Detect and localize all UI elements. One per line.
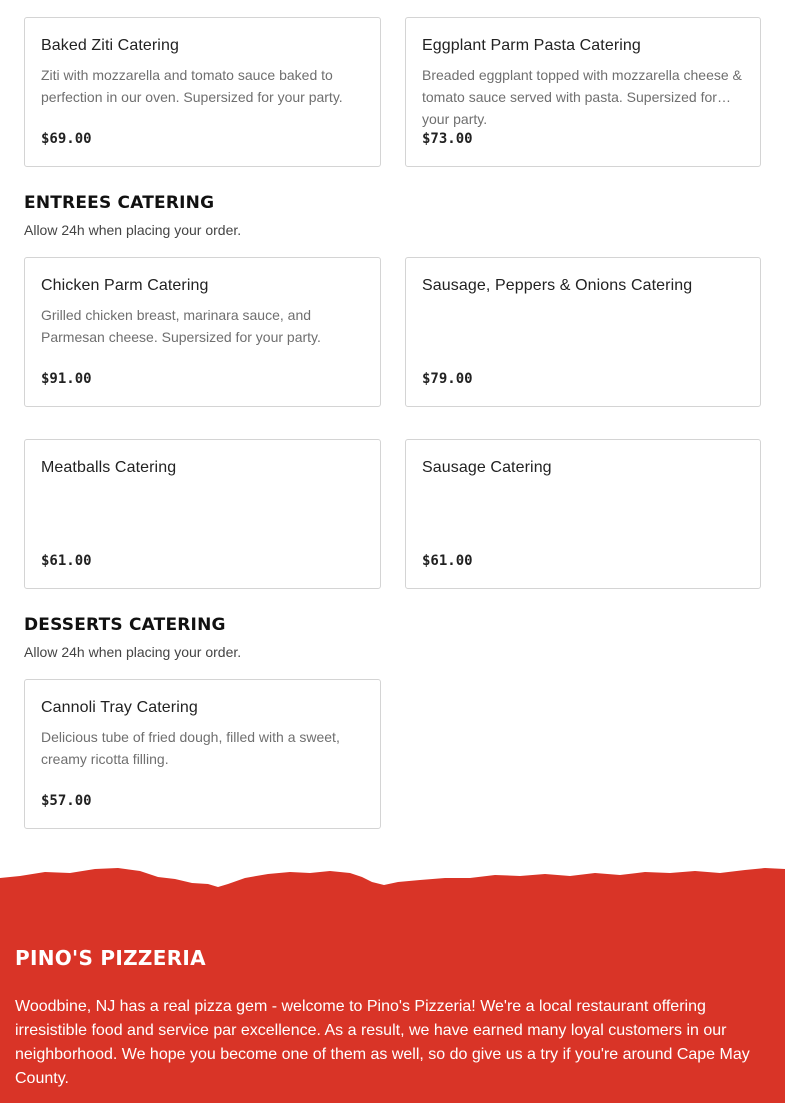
footer bbox=[0, 866, 785, 1103]
menu-item-name: Meatballs Catering bbox=[41, 459, 177, 476]
menu-item-name: Baked Ziti Catering bbox=[41, 37, 179, 54]
menu-item-price: $91.00 bbox=[41, 371, 92, 387]
section-subtitle: Allow 24h when placing your order. bbox=[24, 644, 242, 660]
footer-title: PINO'S PIZZERIA bbox=[15, 946, 206, 970]
menu-item-description: Ziti with mozzarella and tomato sauce baked to perfection in our oven. Supersized for your party. bbox=[41, 67, 343, 105]
menu-item-price: $73.00 bbox=[422, 131, 473, 147]
menu-item-card[interactable] bbox=[405, 439, 761, 589]
menu-item-price: $57.00 bbox=[41, 793, 92, 809]
menu-item-price: $61.00 bbox=[41, 553, 92, 569]
menu-item-price: $79.00 bbox=[422, 371, 473, 387]
menu-item-name: Chicken Parm Catering bbox=[41, 277, 209, 294]
menu-item-card[interactable] bbox=[24, 17, 381, 167]
section-title: DESSERTS CATERING bbox=[24, 615, 226, 635]
menu-item-price: $69.00 bbox=[41, 131, 92, 147]
menu-item-description: Delicious tube of fried dough, filled with a sweet, creamy ricotta filling. bbox=[41, 729, 340, 767]
menu-item-card[interactable] bbox=[24, 257, 381, 407]
section-subtitle: Allow 24h when placing your order. bbox=[24, 222, 242, 238]
menu-item-name: Eggplant Parm Pasta Catering bbox=[422, 37, 641, 54]
footer-description: Woodbine, NJ has a real pizza gem - welcome to Pino's Pizzeria! We're a local restaurant offering irresistible food and service par excellence. As a result, we have earned many loyal customers in our neighborhood. We hope you become one of them as well, so do give us a try if you're around Cape May County. bbox=[15, 998, 750, 1087]
menu-item-card[interactable] bbox=[405, 17, 761, 167]
menu-item-name: Sausage, Peppers & Onions Catering bbox=[422, 277, 693, 294]
menu-item-description: Breaded eggplant topped with mozzarella cheese & tomato sauce served with pasta. Supersized for your party. bbox=[422, 67, 742, 127]
section-title: ENTREES CATERING bbox=[24, 193, 215, 213]
menu-item-name: Cannoli Tray Catering bbox=[41, 699, 198, 716]
menu-item-card[interactable] bbox=[24, 679, 381, 829]
menu-item-card[interactable] bbox=[24, 439, 381, 589]
menu-item-price: $61.00 bbox=[422, 553, 473, 569]
menu-item-name: Sausage Catering bbox=[422, 459, 552, 476]
menu-item-card[interactable] bbox=[405, 257, 761, 407]
menu-item-description: Grilled chicken breast, marinara sauce, and Parmesan cheese. Supersized for your party. bbox=[41, 307, 321, 345]
